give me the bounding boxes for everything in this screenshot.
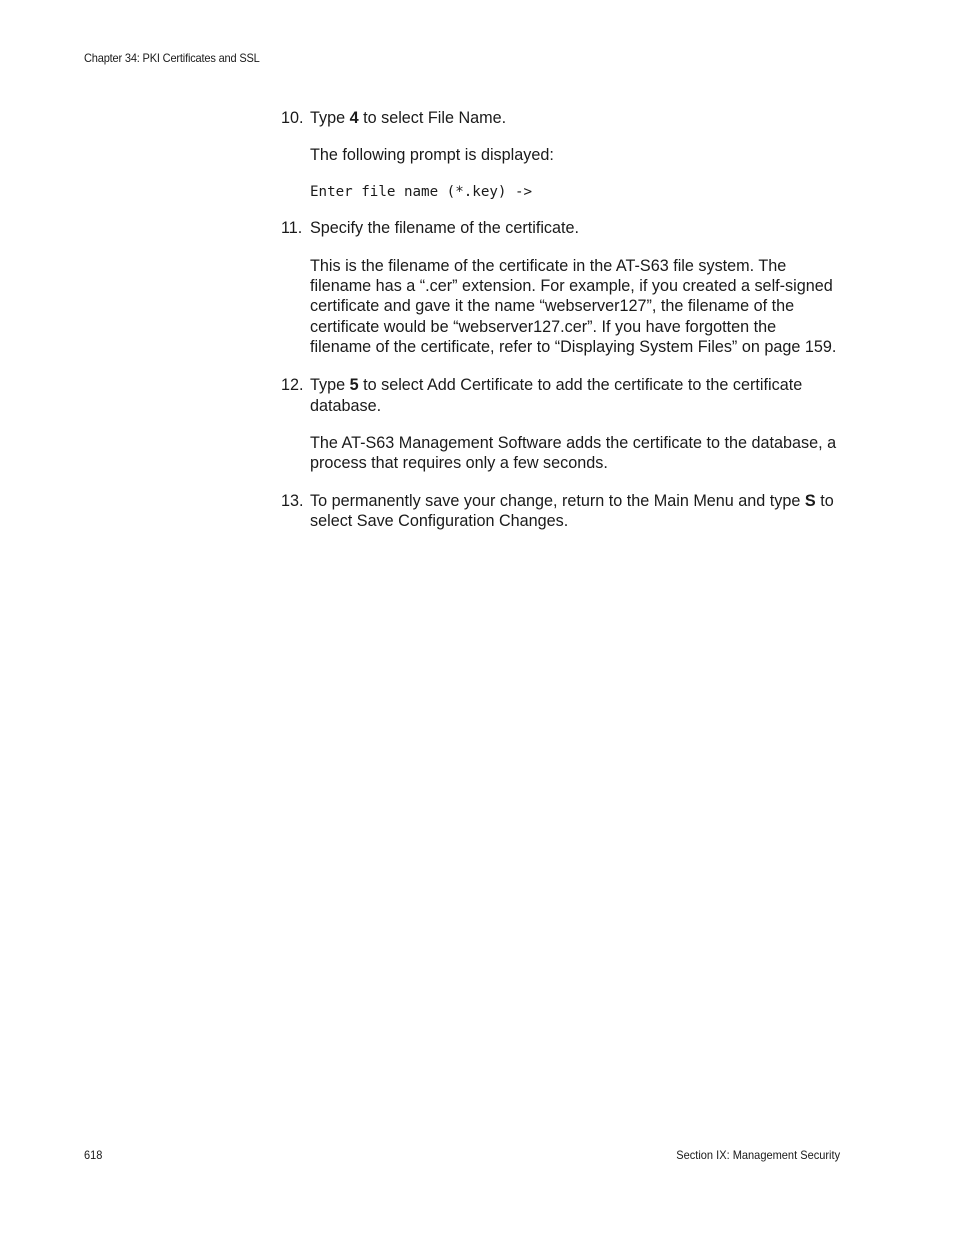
step-text-post: to select File Name. (358, 109, 507, 127)
section-footer: Section IX: Management Security (676, 1148, 840, 1162)
step-10 (281, 108, 841, 128)
chapter-header: Chapter 34: PKI Certificates and SSL (84, 51, 260, 65)
filename-info: This is the filename of the certificate in the AT-S63 file system. The filename has a “.cer” extension. For example, if you created a self-signed certificate and gave it the name “webserver127”, the filename of the certificate would be “webserver127.cer”. If you have forgotten the filename of the certificate, refer to “Displaying System Files” on page 159. (310, 256, 837, 357)
prompt-code: Enter file name (*.key) -> (310, 183, 533, 200)
step-number: 11. (281, 218, 303, 237)
step-13 (281, 491, 841, 532)
step-text: Specify the filename of the certificate. (310, 218, 580, 237)
step-number: 13. (281, 491, 304, 510)
step-12 (281, 375, 841, 416)
step-number: 12. (281, 376, 304, 395)
step-11 (281, 218, 841, 238)
step-text-post: to select Save Configuration Changes. (310, 491, 834, 530)
prompt-intro: The following prompt is displayed: (310, 146, 554, 165)
add-info: The AT-S63 Management Software adds the certificate to the database, a process that requires only a few seconds. (310, 433, 837, 473)
step-key: S (804, 491, 816, 510)
step-text-pre: To permanently save your change, return to the Main Menu and type (310, 491, 805, 510)
step-text-pre: Type (310, 376, 350, 395)
step-text-post: to select Add Certificate to add the certificate to the certificate database. (310, 376, 803, 415)
step-text-pre: Type (310, 109, 350, 127)
page-number: 618 (84, 1148, 103, 1162)
step-key: 5 (349, 376, 359, 395)
step-key: 4 (349, 109, 359, 127)
step-number: 10. (281, 109, 304, 127)
instruction-list (281, 108, 841, 531)
